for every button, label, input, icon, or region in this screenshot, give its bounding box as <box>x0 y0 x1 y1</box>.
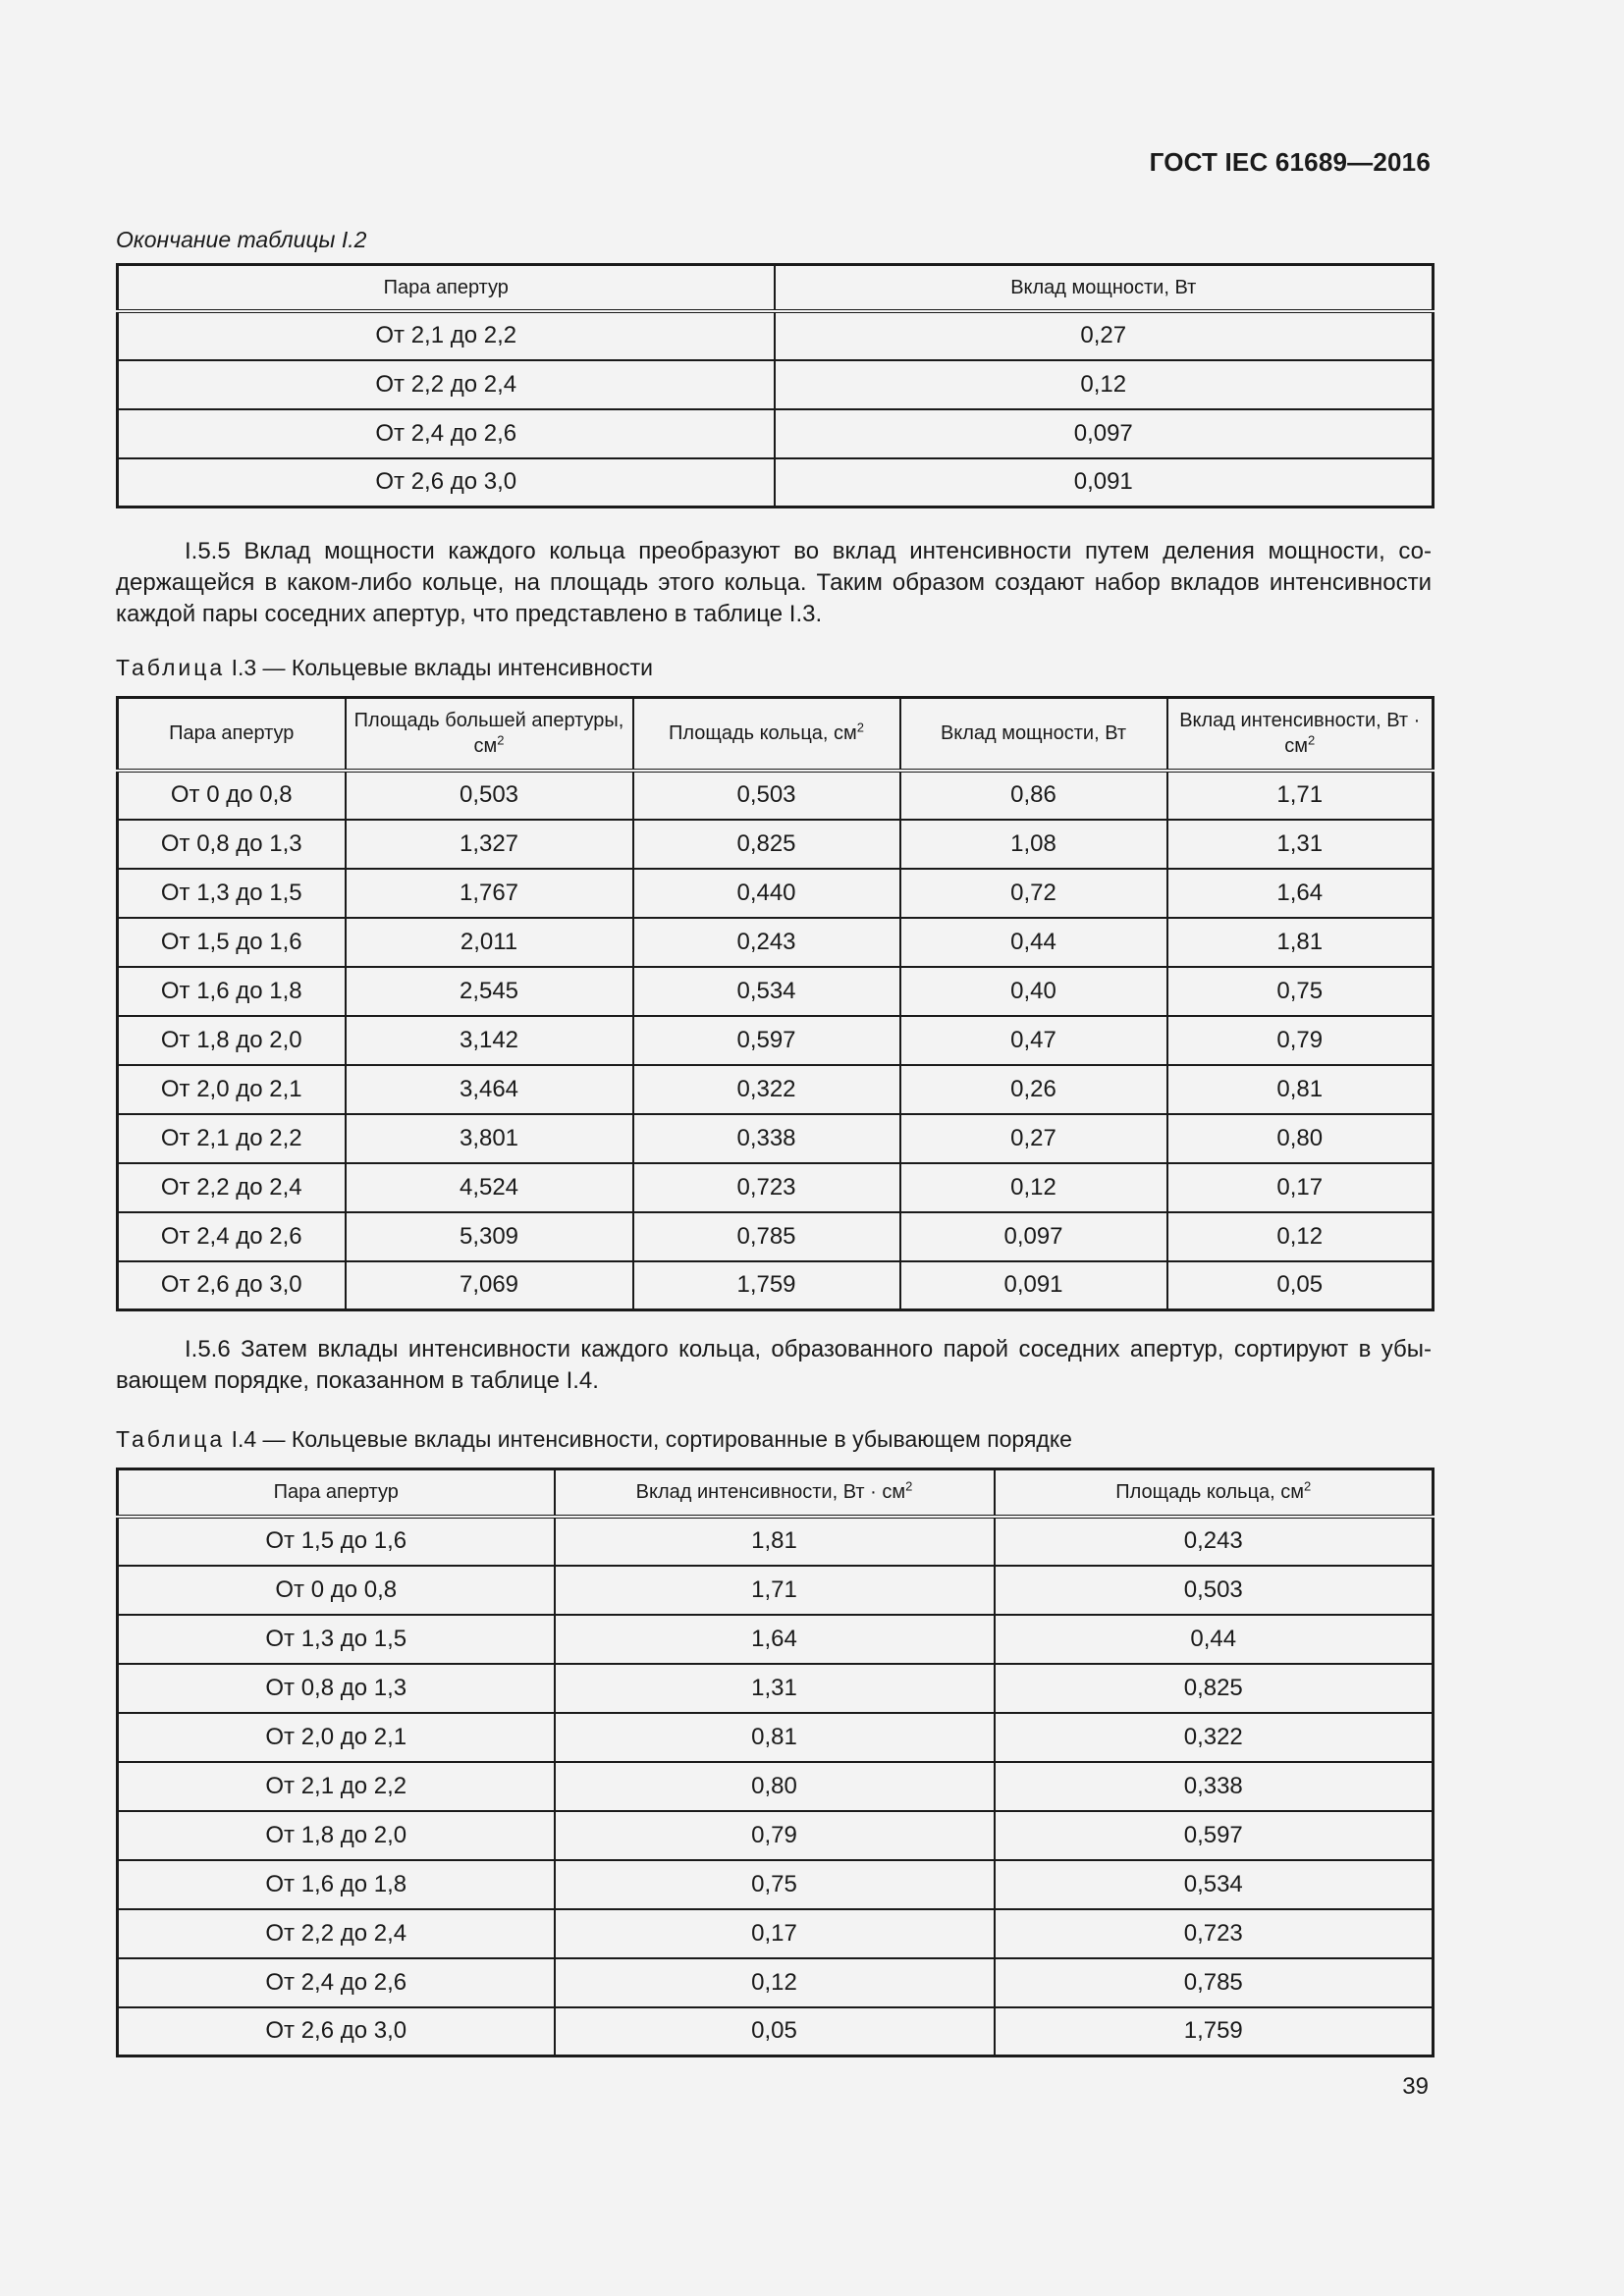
table-row <box>118 1811 1434 1860</box>
table-cell: 0,79 <box>555 1811 995 1860</box>
table-cell: 0,86 <box>900 771 1167 820</box>
paragraph-i56-rest: вающем порядке, показанном в таблице I.4. <box>116 1367 599 1394</box>
table-cell: 1,759 <box>633 1261 900 1310</box>
table-row <box>118 918 1434 967</box>
table-cell: От 2,4 до 2,6 <box>118 1212 346 1261</box>
table-cell: 0,12 <box>900 1163 1167 1212</box>
table-i3-caption-text: I.3 — Кольцевые вклады интенсивности <box>231 655 654 680</box>
table-cell: 0,75 <box>555 1860 995 1909</box>
table-cell: 0,27 <box>900 1114 1167 1163</box>
table-row <box>118 1909 1434 1958</box>
table-i2-header: Вклад мощности, Вт <box>775 265 1434 311</box>
table-row <box>118 771 1434 820</box>
table-row <box>118 869 1434 918</box>
table-cell: 0,81 <box>555 1713 995 1762</box>
table-cell: 0,40 <box>900 967 1167 1016</box>
table-cell: 0,503 <box>346 771 633 820</box>
table-cell: От 2,6 до 3,0 <box>118 2007 555 2056</box>
table-i4-body <box>118 1517 1434 2056</box>
table-cell: 2,011 <box>346 918 633 967</box>
table-row <box>118 1713 1434 1762</box>
table-row <box>118 820 1434 869</box>
table-cell: 7,069 <box>346 1261 633 1310</box>
table-i4-caption-text: I.4 — Кольцевые вклады интенсивности, сортированные в убывающем порядке <box>231 1426 1072 1452</box>
table-cell: 0,27 <box>775 311 1434 360</box>
table-i4-header-intensity: Вклад интенсивности, Вт · $см^2$ <box>555 1469 995 1517</box>
table-cell: От 2,0 до 2,1 <box>118 1065 346 1114</box>
table-row <box>118 1664 1434 1713</box>
table-cell: От 2,4 до 2,6 <box>118 1958 555 2007</box>
table-cell: 0,503 <box>633 771 900 820</box>
table-row <box>118 360 1434 409</box>
table-cell: 1,71 <box>555 1566 995 1615</box>
table-cell: 0,825 <box>633 820 900 869</box>
table-cell: 0,322 <box>633 1065 900 1114</box>
table-row <box>118 1958 1434 2007</box>
table-cell: 0,338 <box>995 1762 1434 1811</box>
table-i4-header-pair: Пара апертур <box>118 1469 555 1517</box>
table-cell: 0,723 <box>633 1163 900 1212</box>
table-cell: 5,309 <box>346 1212 633 1261</box>
table-cell: 0,47 <box>900 1016 1167 1065</box>
table-row <box>118 2007 1434 2056</box>
table-cell: От 1,8 до 2,0 <box>118 1016 346 1065</box>
table-i3-header-ring-area: Площадь кольца, $см^2$ <box>633 698 900 771</box>
table-cell: 1,81 <box>555 1517 995 1566</box>
table-cell: 3,464 <box>346 1065 633 1114</box>
table-cell: 1,64 <box>555 1615 995 1664</box>
table-i4-header-ring-area: Площадь кольца, $см^2$ <box>995 1469 1434 1517</box>
table-row <box>118 967 1434 1016</box>
table-row <box>118 1261 1434 1310</box>
table-cell: 0,723 <box>995 1909 1434 1958</box>
table-row <box>118 1163 1434 1212</box>
table-cell: 0,44 <box>900 918 1167 967</box>
table-cell: 0,534 <box>633 967 900 1016</box>
table-cell: 1,327 <box>346 820 633 869</box>
table-i3-header-pair: Пара апертур <box>118 698 346 771</box>
table-cell: От 2,4 до 2,6 <box>118 409 775 458</box>
table-i2-caption: Окончание таблицы I.2 <box>116 227 367 252</box>
table-cell: От 1,6 до 1,8 <box>118 1860 555 1909</box>
table-i4 <box>116 1468 1435 2057</box>
paragraph-i56 <box>116 1334 1432 1397</box>
table-row <box>118 1762 1434 1811</box>
table-cell: 3,142 <box>346 1016 633 1065</box>
table-row <box>118 409 1434 458</box>
table-cell: 0,597 <box>633 1016 900 1065</box>
table-cell: От 2,2 до 2,4 <box>118 360 775 409</box>
table-cell: От 1,6 до 1,8 <box>118 967 346 1016</box>
table-cell: От 2,1 до 2,2 <box>118 311 775 360</box>
table-cell: От 2,1 до 2,2 <box>118 1762 555 1811</box>
table-i2-header: Пара апертур <box>118 265 775 311</box>
table-cell: 0,322 <box>995 1713 1434 1762</box>
table-row <box>118 1114 1434 1163</box>
table-cell: 0,825 <box>995 1664 1434 1713</box>
table-cell: 0,44 <box>995 1615 1434 1664</box>
table-i2-body <box>118 311 1434 507</box>
table-cell: 0,05 <box>555 2007 995 2056</box>
table-cell: От 1,5 до 1,6 <box>118 1517 555 1566</box>
table-cell: 0,12 <box>555 1958 995 2007</box>
table-cell: 0,785 <box>995 1958 1434 2007</box>
table-cell: От 2,6 до 3,0 <box>118 458 775 507</box>
table-cell: 0,503 <box>995 1566 1434 1615</box>
table-cell: 1,767 <box>346 869 633 918</box>
table-cell: 0,243 <box>995 1517 1434 1566</box>
table-i2 <box>116 263 1435 508</box>
table-row <box>118 1860 1434 1909</box>
table-cell: 0,72 <box>900 869 1167 918</box>
table-cell: 3,801 <box>346 1114 633 1163</box>
table-cell: 0,243 <box>633 918 900 967</box>
table-cell: 0,17 <box>555 1909 995 1958</box>
table-cell: От 0 до 0,8 <box>118 771 346 820</box>
table-i3-header-intensity: Вклад интенсивности, Вт · $см^2$ <box>1167 698 1434 771</box>
table-cell: От 1,3 до 1,5 <box>118 869 346 918</box>
table-cell: 1,31 <box>1167 820 1434 869</box>
page-number: 39 <box>1402 2073 1429 2100</box>
table-cell: 0,80 <box>1167 1114 1434 1163</box>
table-cell: 1,08 <box>900 820 1167 869</box>
table-cell: 0,12 <box>1167 1212 1434 1261</box>
table-cell: 2,545 <box>346 967 633 1016</box>
table-row <box>118 1065 1434 1114</box>
table-cell: От 0,8 до 1,3 <box>118 820 346 869</box>
table-cell: 1,81 <box>1167 918 1434 967</box>
table-cell: 0,785 <box>633 1212 900 1261</box>
table-cell: От 1,8 до 2,0 <box>118 1811 555 1860</box>
document-code: ГОСТ IEC 61689—2016 <box>1149 147 1431 177</box>
table-cell: 1,64 <box>1167 869 1434 918</box>
table-cell: 1,759 <box>995 2007 1434 2056</box>
table-cell: 0,80 <box>555 1762 995 1811</box>
table-cell: 0,12 <box>775 360 1434 409</box>
table-i3-header-power: Вклад мощности, Вт <box>900 698 1167 771</box>
table-cell: 1,31 <box>555 1664 995 1713</box>
paragraph-i55-line1: I.5.5 Вклад мощности каждого кольца преобразуют во вклад интенсивности путем деления мощности, со- <box>185 538 1432 564</box>
table-row <box>118 311 1434 360</box>
table-i3-header-aperture-area: Площадь большей апертуры, $см^2$ <box>346 698 633 771</box>
table-cell: 0,26 <box>900 1065 1167 1114</box>
paragraph-i56-line1: I.5.6 Затем вклады интенсивности каждого кольца, образованного парой соседних апертур, сортируют в убы- <box>185 1336 1432 1362</box>
table-cell: 0,05 <box>1167 1261 1434 1310</box>
table-i3-caption <box>116 655 653 681</box>
table-cell: От 2,0 до 2,1 <box>118 1713 555 1762</box>
table-cell: 0,17 <box>1167 1163 1434 1212</box>
table-cell: От 2,6 до 3,0 <box>118 1261 346 1310</box>
table-cell: От 2,2 до 2,4 <box>118 1163 346 1212</box>
table-cell: 0,091 <box>775 458 1434 507</box>
paragraph-i55 <box>116 536 1432 630</box>
table-i4-caption-label: Таблица <box>116 1426 226 1452</box>
table-cell: От 2,2 до 2,4 <box>118 1909 555 1958</box>
table-cell: 1,71 <box>1167 771 1434 820</box>
table-row <box>118 1016 1434 1065</box>
table-i3-caption-label: Таблица <box>116 655 226 680</box>
table-cell: 0,597 <box>995 1811 1434 1860</box>
table-cell: 0,440 <box>633 869 900 918</box>
table-i4-caption <box>116 1426 1072 1453</box>
table-row <box>118 458 1434 507</box>
paragraph-i55-rest: держащейся в каком-либо кольце, на площадь этого кольца. Таким образом создают набор вкладов интенсивности каждой пары соседних апертур, что представлено в таблице I.3. <box>116 569 1432 627</box>
table-cell: 0,534 <box>995 1860 1434 1909</box>
table-cell: 0,338 <box>633 1114 900 1163</box>
table-row <box>118 1615 1434 1664</box>
table-i3-body <box>118 771 1434 1310</box>
table-cell: 0,79 <box>1167 1016 1434 1065</box>
table-cell: 0,75 <box>1167 967 1434 1016</box>
table-cell: От 1,5 до 1,6 <box>118 918 346 967</box>
table-cell: 0,097 <box>775 409 1434 458</box>
table-cell: От 2,1 до 2,2 <box>118 1114 346 1163</box>
table-i3 <box>116 696 1435 1311</box>
table-cell: 0,091 <box>900 1261 1167 1310</box>
table-cell: 0,097 <box>900 1212 1167 1261</box>
table-cell: От 0 до 0,8 <box>118 1566 555 1615</box>
table-cell: 4,524 <box>346 1163 633 1212</box>
table-row <box>118 1517 1434 1566</box>
table-cell: От 1,3 до 1,5 <box>118 1615 555 1664</box>
table-cell: 0,81 <box>1167 1065 1434 1114</box>
table-cell: От 0,8 до 1,3 <box>118 1664 555 1713</box>
table-row <box>118 1566 1434 1615</box>
table-row <box>118 1212 1434 1261</box>
